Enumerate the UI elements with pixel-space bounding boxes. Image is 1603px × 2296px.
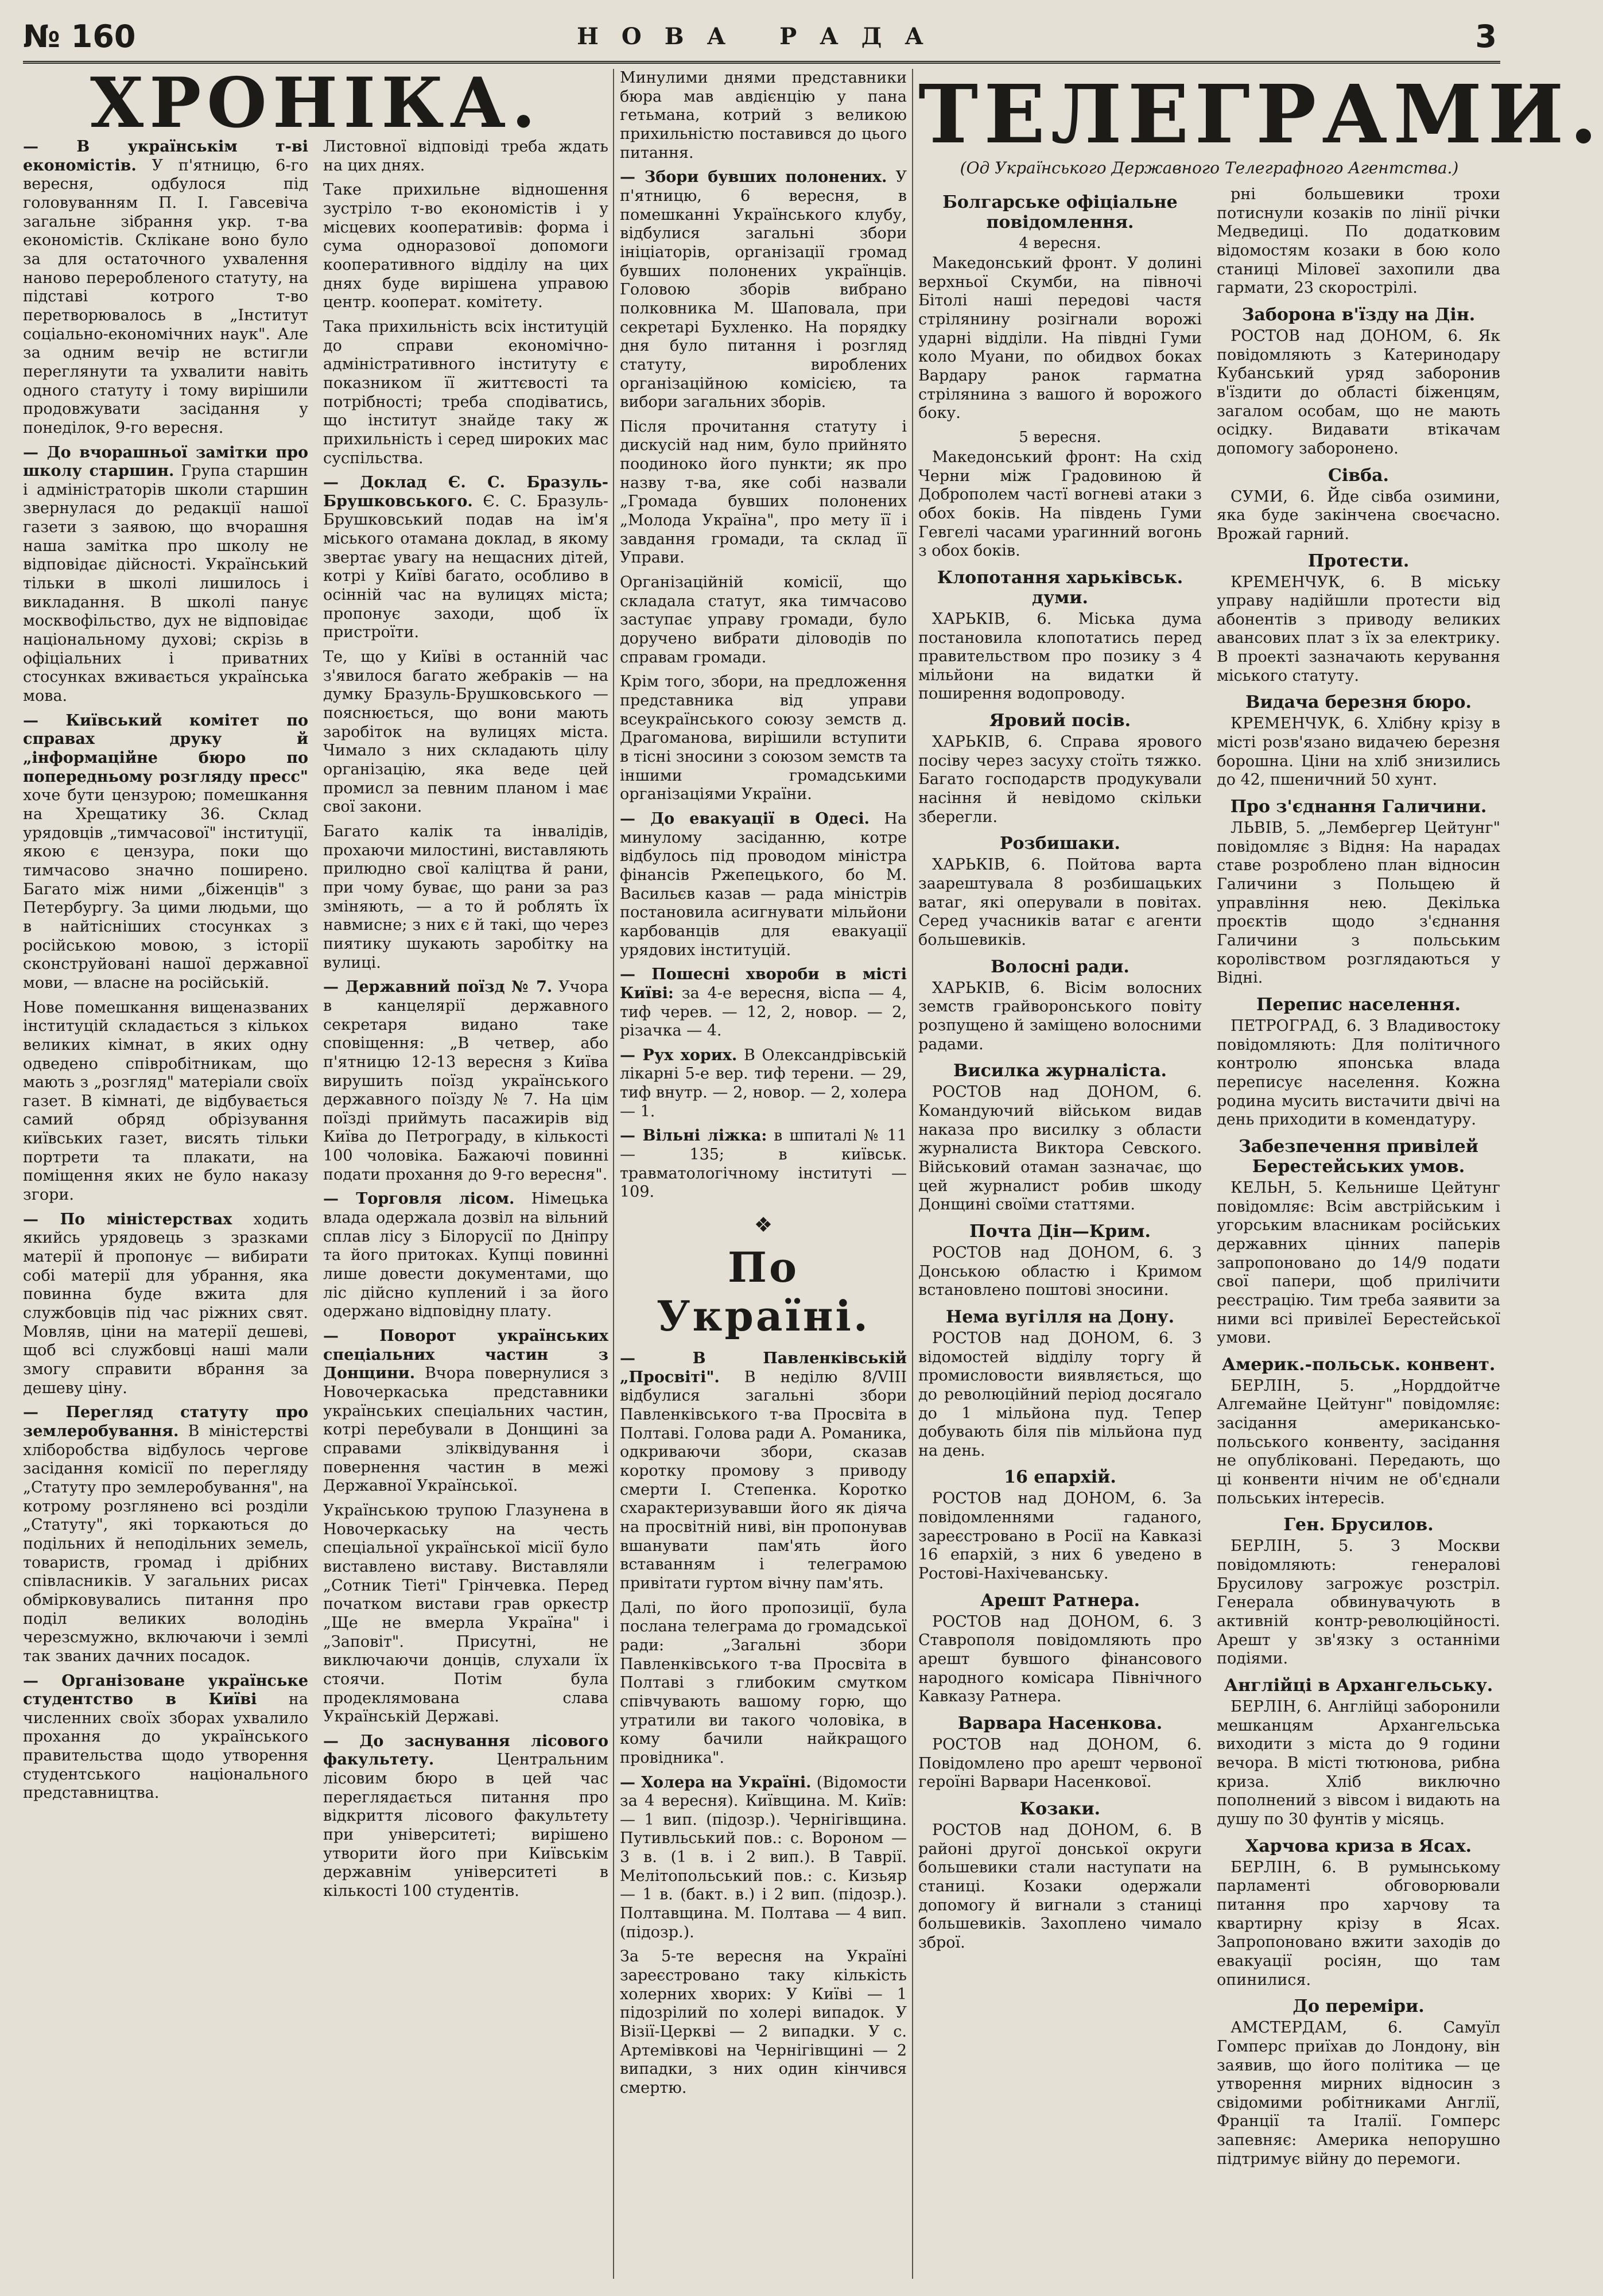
news-item — [323, 1327, 608, 1496]
chronicle-continuation — [620, 69, 907, 1202]
telegram-dateline: 4 вересня. — [1019, 235, 1101, 252]
telegram-text: ЛЬВІВ, 5. „Лембергер Цейтунг" повідомляє з Відня: На нарадах ставе розроблено план відносин Галичини з Польщею й управління нею. Декілька проєктів щодо з'єднання Галичини з польським королівством розглядаються у Відні. — [1217, 819, 1500, 987]
news-item — [620, 1127, 907, 1202]
telegram-heading: Почта Дін—Крим. — [969, 1221, 1151, 1242]
news-item — [323, 823, 608, 972]
telegram-heading: Про з'єднання Галичини. — [1230, 797, 1487, 817]
news-item-heading: — Торговля лісом. — [323, 1190, 515, 1208]
telegram-heading: До переміри. — [1293, 1996, 1425, 2017]
chronicle-title: ХРОНІКА. — [90, 63, 542, 144]
telegram-heading: Клопотання харьківськ. думи. — [937, 567, 1183, 608]
news-item-heading: — По міністерствах — [23, 1210, 232, 1228]
telegram-text: рні большевики трохи потиснули козаків по лінії річки Медведиці. По додатковим відомостям козаки в бою коло станиці Міловеї захопили два гармати, 23 скорострілі. — [1217, 185, 1500, 297]
telegram-text: БЕРЛІН, 5. З Москви повідомляють: генералові Брусилову загрожує розстріл. Генерала обвинувачують в активній контр-революційності. Арешт у зв'язку з останніми подіями. — [1217, 1537, 1500, 1668]
telegram-heading: Розбишаки. — [999, 833, 1120, 854]
telegrams-left-column — [918, 185, 1202, 2174]
news-item — [620, 1046, 907, 1122]
news-item — [620, 1599, 907, 1768]
news-item — [620, 168, 907, 412]
telegram-heading: Козаки. — [1019, 1799, 1101, 1819]
news-item-heading: — Пошесні хвороби в місті Київі: — [620, 965, 907, 1002]
telegram-text: Македонський фронт. У долині верхньої Скумби, на півночі Бітолі наші передові частя стрілянину розігнали ворожі ударні відділи. На півдні Гуми коло Муани, по обидвох боках Вардару ранок гарматна стрілянина з вашого й ворожого боку. — [918, 254, 1202, 422]
news-item-text: Група старшин і адміністраторів школи старшин звернулася до редакції нашої газети з заявою, що вчорашня наша замітка про школу не відповідає дійсності. Український тільки в школі лишилось і викладання. В школі панує москвофільство, дух не відповідає національному духові; скрізь в офіціальних і приватних стосунках вживається українська мова. — [23, 462, 308, 705]
telegram-text: Македонський фронт: На схід Черни між Градовиною й Доброполем частї вогневі атаки з обох боків. На південь Гуми Гевгелі часами урагинний вогонь з обох боків. — [918, 448, 1202, 560]
news-item-text: Українською трупою Глазунена в Новочеркаську на честь спеціальної української місії було виставлено виставу. Виставляли „Сотник Тіеті" Грінчевка. Перед початком вистави грав оркестр „Ще не вмерла Україна" і „Заповіт". Присутні, не виключаючи донців, слухали їх стоячи. Потім була продеклямована слава Українській Державі. — [323, 1501, 608, 1726]
news-item — [620, 673, 907, 804]
news-item-text: Листовної відповіді треба ждать на цих днях. — [323, 138, 608, 174]
news-item-heading: — Збори бувших полонених. — [620, 168, 887, 187]
telegram-heading: Америк.-польськ. конвент. — [1221, 1354, 1496, 1375]
news-item — [620, 1774, 907, 1942]
telegram-heading: Забезпечення привілей Берестейських умов. — [1239, 1136, 1478, 1177]
news-item — [620, 965, 907, 1041]
news-item-text: в шпиталі № 11 — 135; в київськ. травматологічному інституті — 109. — [620, 1127, 907, 1201]
news-item-heading: — До вчорашньої замітки про школу старшин. — [23, 443, 308, 480]
telegram-text: БЕРЛІН, 5. „Норддойтче Алгемайне Цейтунг" повідомляє: засідання американсько-польського конвенту, засідання не опубліковані. Передають, що ці конвенти нічим не об'єднали польських інтересів. — [1217, 1376, 1500, 1507]
telegram-heading: Нема вугілля на Дону. — [945, 1306, 1175, 1327]
telegram-heading: Яровий посів. — [989, 711, 1131, 731]
news-item-text: Те, що у Київі в останній час з'явилося багато жебраків — на думку Бразуль-Брушковського — пояснюється, що вони мають заробіток на вулицях міста. Чимало з них складають цілу організацію, яка веде цей промисл за певним планом і має свої закони. — [323, 648, 608, 816]
telegram-text: КЕЛЬН, 5. Кельнише Цейтунг повідомляє: Всім австрійським і угорським власникам російських державних цінних паперів запропоновано до 14/9 подати свої папери, щоб прилічити реєстрацію. Тим треба заявити за ними всі привілеї Берестейської умови. — [1217, 1178, 1500, 1347]
news-item-text: За 5-те вересня на Україні зареєстровано таку кількість холерних хворих: У Київі — 1 підозрілий по холері випадок. У Візії-Церкві — 2 випадки. У с. Артемівкові на Чернігівщині — 2 випадки, з них один кінчився смертю. — [620, 1948, 907, 2097]
news-item-text: Нове помешкання вищеназваних інституцій складається з кількох великих кімнат, в яких одну одведено співробітникам, що мають з „розгляд" матеріали своїх газет. В кімнаті, де відбувається самий обряд обрізування київських газет, висять тільки портрети та плакати, на поміщення яких не було наказу згори. — [23, 998, 308, 1204]
telegram-text: ХАРЬКІВ, 6. Пойтова варта заарештувала 8 розбишацьких ватаг, які оперували в повітах. Серед учасників ватаг є агенти большевиків. — [918, 856, 1202, 949]
news-item — [23, 444, 308, 706]
news-item-text: На минулому засіданню, котре відбулось під проводом міністра фінансів Ржепецького, бо М. Васильєв казав — рада міністрів постановила асигнувати мільйони карбованців для евакуації урядових інституцій. — [620, 809, 907, 959]
news-item-text: Німецька влада одержала дозвіл на вільний сплав лісу з Білорусії по Дніпру та його притоках. Купці повинні лише довести документами, що ліс дійсно куплений і за його одержано відповідну плату. — [323, 1190, 608, 1321]
news-item — [23, 999, 308, 1205]
news-item-text: Вчора повернулися з Новочеркаська представники українських спеціальних частин, котрі перебували в Донщині за справами зліквідування і повернення частин в межі Державної Української. — [323, 1364, 608, 1495]
news-item-heading: — В Павленківській „Просвіті". — [620, 1349, 907, 1386]
news-item-text: на численних своїх зборах ухвалило прохання до українського правительства щодо утворення студентського національного представництва. — [23, 1690, 308, 1802]
news-item-text: ходить якийсь урядовець з зразками матерії й пропонує — вибирати собі матерії для убрання, яка повинна буде вжита для службовців під час ріжних свят. Мовляв, ціни на матерії дешеві, щоб всі службовці наші мали змогу справити вбрання за дешеву ціну. — [23, 1210, 308, 1397]
news-item-text: Багато калік та інвалідів, прохаючи милостині, виставляють прилюдно свої каліцтва й рани, при чому буває, що рани за раз зміняють, — а то й роблять їх навмисне; з них є й такі, що через пиятику шукають заробітку на вулиці. — [323, 822, 608, 972]
news-item-text: Крім того, збори, на предложення представника від управи всеукраїнського союзу земств д. Драгоманова, вирішили вступити в тісні зносини з союзом земств та іншими громадськими організаціями України. — [620, 673, 907, 804]
news-item-heading: — Перегляд статуту про землеробування. — [23, 1403, 308, 1440]
news-item — [323, 138, 608, 175]
telegram-heading: Ген. Брусилов. — [1283, 1515, 1434, 1535]
telegram-heading: Видача березня бюро. — [1245, 692, 1472, 713]
news-item — [323, 978, 608, 1184]
news-item-text: Центральним лісовим бюро в цей час переглядається питання про відкриття лісового факультету при університеті; вирішено утворити його при Київськім державнім університеті в кількості 100 студентів. — [323, 1751, 608, 1901]
news-item — [323, 474, 608, 642]
telegram-heading: Волосні ради. — [991, 956, 1130, 977]
telegram-text: ХАРЬКІВ, 6. Міська дума постановила клопотатись перед правительством про позику з 4 мільйони на видатки й поширення водопроводу. — [918, 610, 1202, 703]
news-item — [323, 181, 608, 312]
telegram-text: РОСТОВ над ДОНОМ, 6. З Ставрополя повідомляють про арешт бувшого фінансового народного комісара Північного Кавказу Ратнера. — [918, 1612, 1202, 1706]
issue-number: № 160 — [23, 18, 136, 55]
telegram-heading: Варвара Насенкова. — [957, 1713, 1163, 1734]
telegram-heading: Протести. — [1307, 550, 1410, 571]
news-item — [620, 573, 907, 667]
telegram-text: ХАРЬКІВ, 6. Справа ярового посіву через засуху стоїть тяжко. Багато господарств продукували насіння й невідомо скільки зберегли. — [918, 733, 1202, 826]
news-item-heading: — Київський комітет по справах друку й „інформаційне бюро по попередньому розгляду пресс" — [23, 711, 308, 786]
news-item — [620, 810, 907, 960]
agency-credit: (Од Українського Державного Телеграфного Агентства.) — [960, 158, 1459, 177]
news-item-text: У п'ятницю, 6 вересня, в помешканні Українського клубу, відбулися загальні збори ініціаторів, організації громад бувших полонених українців. Головою зборів вибрано полковника М. Шаповала, при секретарі Бухленко. На порядку дня було питання і розгляд статуту, вироблених організаційною комісією, та вибори загальних зборів. — [620, 168, 907, 412]
news-item-text: Минулими днями представники бюра мав авдієнцію у пана гетьмана, котрий з великою прихильністю поставився до цього питання. — [620, 69, 907, 162]
telegram-text: СУМИ, 6. Йде сівба озимини, яка буде закінчена своєчасно. Врожай гарний. — [1217, 487, 1500, 543]
news-item — [323, 1502, 608, 1727]
news-item-heading: — До заснування лісового факультету. — [323, 1732, 608, 1769]
telegram-text: КРЕМЕНЧУК, 6. Хлібну крізу в місті розв'язано видачею березня борошна. Ціни на хліб знизились до 42, пшеничний 50 хунт. — [1217, 715, 1500, 789]
middle-column — [620, 69, 907, 2279]
news-item-text: Учора в канцелярії державного секретаря видано таке сповіщення: „В четвер, або п'ятницю 12-13 вересня з Київа вирушить поїзд українського державного поїзду № 7. На цім поїзді приймуть пасажирів від Київа до Петрограду, в кількості 100 чоловіка. Бажаючі повинні подати прохання до 9-го вересня". — [323, 978, 608, 1184]
telegram-heading: Висилка журналіста. — [953, 1061, 1167, 1081]
telegrams-title: ТЕЛЕГРАМИ. — [918, 68, 1603, 162]
telegram-text: РОСТОВ над ДОНОМ, 6. З відомостей відділу торгу й промисловости виявляється, що до революційний період досягало до 1 мільйона пуд. Тепер добувають біля пів мільйона пуд на день. — [918, 1329, 1202, 1460]
chronicle-section — [23, 63, 608, 2279]
telegram-text: ХАРЬКІВ, 6. Вісім волосних земств грайворонського повіту розпущено й заміщено волосними радами. — [918, 979, 1202, 1053]
ornament-icon: ❖ — [754, 1213, 773, 1238]
telegram-heading: Англійці в Архангельську. — [1224, 1676, 1493, 1696]
news-item-text: Таке прихильне відношення зустріло т-во економістів і у місцевих кооперативів: форма і сума одноразової допомоги кооперативного відділу на цих днях буде вирішена управою центр. кооперат. комітету. — [323, 181, 608, 312]
news-item — [23, 1403, 308, 1666]
news-item-text: В неділю 8/VIII відбулися загальні збори Павленківського т-ва Просвіта в Полтаві. Голова ради А. Романика, одкриваючи збори, сказав коротку промову з приводу смерти І. Степенка. Коротко схарактеризувавши його як діяча на просвітній ниві, він пропонував вшанувати пам'ять його вставанням і телеграмою привітати гуртом вічну пам'ять. — [620, 1368, 907, 1592]
page-number: 3 — [1475, 18, 1497, 55]
po-ukraini-section — [620, 1349, 907, 2098]
telegram-dateline: 5 вересня. — [1019, 428, 1101, 446]
news-item-text: В міністерстві хліборобства відбулось чергове засідання комісії по перегляду „Статуту про землеробування", на котрому розглянено всі розділи „Статуту", які торкаються до подільних й неподільних земель, товариств, громад і дрібних співласників. У загальних рисах обмірковувались питання про поділ великих володінь черезсмужно, включаючи і землі так званих дачних посадок. — [23, 1422, 308, 1665]
news-item — [620, 1349, 907, 1593]
masthead — [23, 16, 1500, 64]
news-item-heading: — Поворот українських спеціальних частин з Донщини. — [323, 1327, 608, 1383]
news-item — [23, 1211, 308, 1398]
news-item-text: Далі, по його пропозиції, була послана телеграма до громадської ради: „Загальні збори Павленківського т-ва Просвіта в Полтаві з глибоким смутком співчувають вашому горю, що утратили ви такого чоловіка, в кому бачили найкращого провідника". — [620, 1599, 907, 1767]
telegram-text: КРЕМЕНЧУК, 6. В міську управу надійшли протести від абонентів з приводу великих авансових плат з їх за електрику. В проекті зазначають керування міського статуту. — [1217, 573, 1500, 685]
news-item-text: Організаційній комісії, що складала статут, яка тимчасово заступає управу громади, було доручено вибрати діловодів по справам громади. — [620, 573, 907, 666]
telegram-text: РОСТОВ над ДОНОМ, 6. Командуючий військом видав наказа про висилку з области журналиста Виктора Севского. Військовий отаман зазначає, що цей журналист робив шкоду Донщині своїми статтями. — [918, 1083, 1202, 1214]
news-item-text: за 4-е вересня, віспа — 4, тиф черев. — 12, 2, новор. — 2, різачка — 4. — [620, 984, 907, 1040]
chronicle-left-column — [23, 138, 308, 1907]
telegram-text: РОСТОВ над ДОНОМ, 6. Як повідомляють з Катеринодару Кубанський уряд заборонив в'їздити до області біженцям, загалом особам, що не мають осідку. Видавати втікачам допомогу заборонено. — [1217, 327, 1500, 457]
news-item-text: У п'ятницю, 6-го вересня, одбулося під головуванням П. І. Гавсевіча загальне зібрання укр. т-ва економістів. Склікане воно було за для остаточного ухвалення наново переробленого статуту, на підставі котрого т-во перетворювалось в „Інститут соціально-економічних наук". Але за одним вечір не встигли переглянути та ухвалити навіть одного статуту і тому вирішили продовжувати засідання у понеділок, 9-го вересня. — [23, 156, 308, 437]
news-item-heading: — Доклад Є. С. Бразуль-Брушковського. — [323, 474, 608, 510]
news-item — [620, 69, 907, 162]
telegrams-right-column — [1217, 185, 1500, 2174]
news-item-heading: — Державний поїзд № 7. — [323, 978, 553, 996]
news-item-heading: — До евакуації в Одесі. — [620, 809, 870, 828]
news-item-heading: — Організоване українське студентство в Київі — [23, 1671, 308, 1709]
chronicle-right-column — [323, 138, 608, 1907]
telegram-text: РОСТОВ над ДОНОМ, 6. За повідомленнями гаданого, зареєстровано в Росії на Кавказі 16 епархій, з них 6 уведено в Ростові-Нахічеванську. — [918, 1490, 1202, 1583]
telegram-heading: 16 епархій. — [1004, 1467, 1116, 1488]
telegram-text: РОСТОВ над ДОНОМ, 6. З Донською областю і Кримом встановлено поштові зносини. — [918, 1243, 1202, 1300]
telegram-text: ПЕТРОГРАД, 6. З Владивостоку повідомляють: Для політичного контролю японська влада переписує населення. Кожна родина мусить вистачити двічі на день приходити в комендатуру. — [1217, 1017, 1500, 1129]
newspaper-name: НОВА РАДА — [577, 23, 946, 50]
telegram-heading: Сівба. — [1328, 465, 1389, 486]
news-item-heading: — Холера на Україні. — [620, 1773, 812, 1791]
news-item-heading: — Вільні ліжка: — [620, 1127, 767, 1145]
po-ukraini-title: По Україні. — [657, 1243, 870, 1341]
telegram-heading: Арешт Ратнера. — [980, 1590, 1140, 1611]
news-item-text: В Олександрівській лікарні 5-е вер. тиф терени. — 29, тиф внутр. — 2, новор. — 2, холера — 1. — [620, 1046, 907, 1120]
news-item — [23, 1672, 308, 1804]
column-divider — [613, 69, 614, 2279]
telegram-text: РОСТОВ над ДОНОМ, 6. Повідомлено про арешт червоної героїні Варвари Насенкової. — [918, 1736, 1202, 1791]
news-item — [23, 138, 308, 438]
telegram-heading: Харчова криза в Ясах. — [1245, 1836, 1472, 1856]
news-item — [620, 418, 907, 568]
news-item-heading: — Рух хорих. — [620, 1046, 738, 1064]
news-item — [323, 648, 608, 817]
telegram-text: АМСТЕРДАМ, 6. Самуїл Гомперс приїхав до Лондону, він заявив, що його політика — це утворення мирних відносин з свідомими робітниками Англії, Франції та Італії. Гомперс запевняє: Америка непорушно підтримує війну до перемоги. — [1217, 2019, 1500, 2168]
news-item-text: хоче бути цензурою; помешкання на Хрещатику 36. Склад урядовців „тимчасової" інституції, якою є цензура, поки що тимчасово значно поширено. Багато між ними „біженців" з Петербургу. За цими людьми, що в найтісніших стосунках з російською мовою, з історії сконструйовані нашої державної мови, — власне на російській. — [23, 786, 308, 992]
telegram-text: БЕРЛІН, 6. В румынському парламенті обговорювали питання про харчову та квартирну крізу в Ясах. Запропоновано вжити заходів до евакуації росіян, що там опинилися. — [1217, 1858, 1500, 1989]
telegrams-section — [918, 68, 1603, 2279]
column-divider — [912, 69, 913, 2279]
telegram-heading: Перепис населення. — [1256, 994, 1461, 1015]
news-item — [620, 1948, 907, 2097]
telegram-text: БЕРЛІН, 6. Англійці заборонили мешканцям Архангельська виходити з міста до 9 години вечора. В місті тютюнова, рибна криза. Хліб виключно пополнений з вівсом і видають на душу по 30 фунтів у місяць. — [1217, 1698, 1500, 1828]
telegram-heading: Заборона в'їзду на Дін. — [1241, 304, 1476, 325]
news-item — [23, 712, 308, 993]
news-item — [323, 1190, 608, 1321]
news-item-text: (Відомости за 4 вересня). Київщина. М. Київ: — 1 вип. (підозр.). Чернігівщина. Путивльський пов.: с. Вороном — 3 в. (1 в. і 2 вип.). В Таврії. Мелітопольський пов.: с. Кизьяр — 1 в. (бакт. в.) і 2 вип. (підозр.). Полтавщина. М. Полтава — 4 вип. (підозр.). — [620, 1773, 907, 1941]
news-item — [323, 318, 608, 468]
news-item-heading: — В українськім т-ві економістів. — [23, 138, 308, 174]
news-item-text: Є. С. Бразуль-Брушковський подав на ім'я міського отамана доклад, в якому звертає увагу на нещасних дітей, котрі у Київі багато, особливо в осінній час на вулицях міста; пропонує заходи, щоб їх пристроїти. — [323, 492, 608, 642]
news-item — [323, 1732, 608, 1901]
telegram-text: РОСТОВ над ДОНОМ, 6. В районі другої донської округи большевики стали наступати на станиці. Козаки одержали допомогу й вигнали з станиці большевиків. Захоплено чимало зброї. — [918, 1821, 1202, 1952]
news-item-text: Після прочитання статуту і дискусій над ним, було прийнято поодиноко його пункти; як про назву т-ва, яке собі назвали „Громада бувших полонених „Молода Україна", про мету її і завдання громади, та склад її Управи. — [620, 417, 907, 567]
telegram-heading: Болгарське офіціальне повідомлення. — [942, 192, 1178, 232]
news-item-text: Така прихильність всіх інституцій до справи економічно-адміністративного інституту є показником її життєвості та потрібності; треба сподіватись, що інститут знайде таку ж прихильність і серед широких мас суспільства. — [323, 317, 608, 467]
